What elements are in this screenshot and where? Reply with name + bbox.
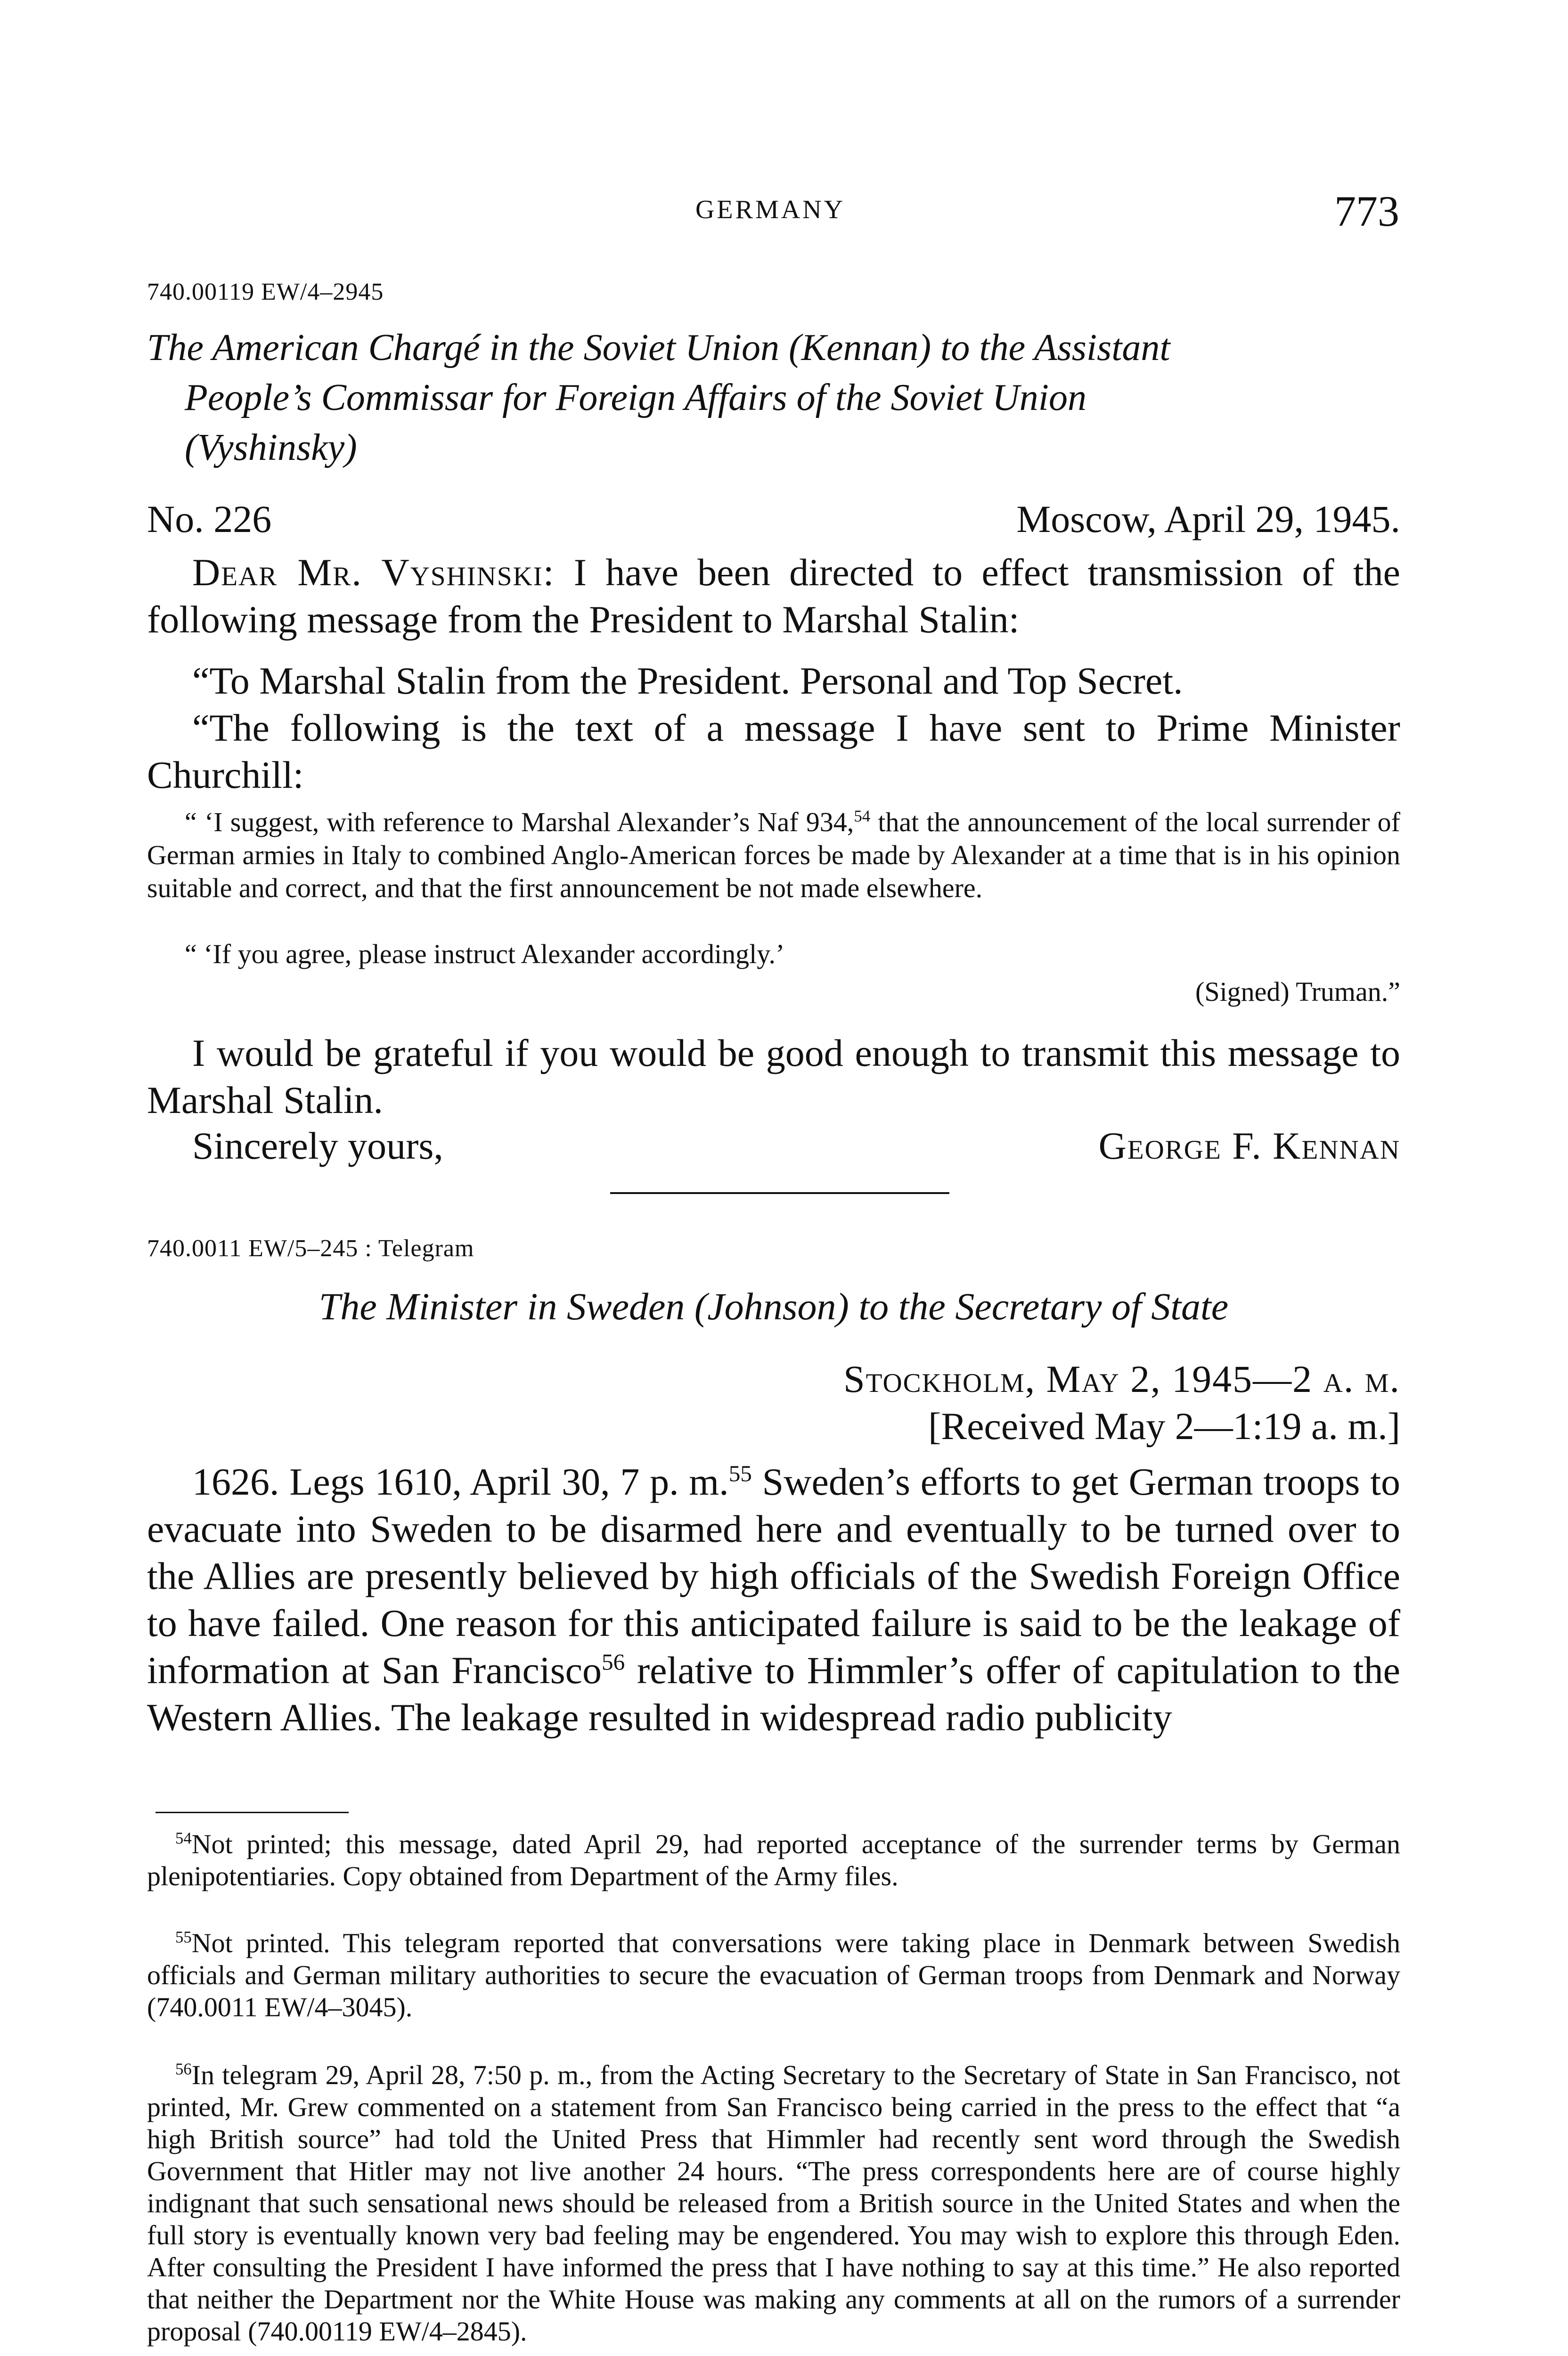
doc2-body-c: relative to Himmler’s offer of capitulation to the Western Allies. The leakage resulted in widespread radio publicity: [147, 1649, 1400, 1739]
doc2-place-date-row: [147, 1357, 1400, 1404]
footnote-ref-54: 54: [854, 807, 871, 826]
doc1-number-date-row: [147, 497, 1400, 544]
doc1-title-line3: (Vyshinsky): [185, 427, 357, 468]
doc2-received-row: [147, 1404, 1400, 1451]
running-head-title: GERMANY: [695, 195, 846, 224]
footnote-56-num: 56: [175, 2060, 192, 2078]
doc2-place-date-text: Stockholm, May 2, 1945—2 a. m.: [843, 1358, 1400, 1400]
doc2-received: [Received May 2—1:19 a. m.]: [928, 1405, 1400, 1448]
doc1-opening-paragraph: [147, 549, 1400, 643]
doc1-inner-quote-a: “ ‘I suggest, with reference to Marshal Alexander’s Naf 934,: [185, 807, 854, 837]
doc1-opening-text: I have been directed to effect transmission of the following message from the President to Marshal Stalin:: [147, 551, 1400, 641]
footnote-55-num: 55: [175, 1928, 192, 1947]
doc1-signed: (Signed) Truman.”: [1195, 976, 1400, 1007]
footnote-54-num: 54: [175, 1829, 192, 1848]
footnote-ref-56: 56: [602, 1649, 625, 1675]
doc1-signature: George F. Kennan: [1098, 1124, 1400, 1167]
doc1-file-ref: 740.00119 EW/4–2945: [147, 278, 384, 305]
doc2-place-date: [843, 1357, 1400, 1401]
doc1-inner-quote-b: that the announcement of the local surrender of German armies in Italy to combined Anglo-American forces be made by Alexander at a time that is in his opinion suitable and correct, and that the first announcement be not made elsewhere.: [147, 807, 1400, 903]
footnote-ref-55: 55: [728, 1460, 752, 1487]
doc1-valediction: Sincerely yours,: [192, 1124, 443, 1167]
footnote-56: [147, 2059, 1400, 2348]
footnote-56-text: In telegram 29, April 28, 7:50 p. m., from the Acting Secretary to the Secretary of State in San Francisco, not printed, Mr. Grew commented on a statement from San Francisco being carried in the press to the effect that “a high British source” had told the United Press that Himmler had recently sent word through the Swedish Government that Hitler may not live another 24 hours. “The press correspondents here are of course highly indignant that such sensational news should be released from a British source in the United States and when the full story is eventually known very bad feeling may be engendered. You may wish to explore this through Eden. After consulting the President I have informed the press that I have nothing to say at this time.” He also reported that neither the Department nor the White House was making any comments at all on the rumors of a surrender proposal (740.00119 EW/4–2845).: [147, 2060, 1400, 2347]
doc1-title-line2: People’s Commissar for Foreign Affairs of the Soviet Union: [185, 377, 1087, 418]
footnote-55-text: Not printed. This telegram reported that conversations were taking place in Denmark between Swedish officials and German military authorities to secure the evacuation of German troops from Denmark and Norway (740.0011 EW/4–3045).: [147, 1928, 1400, 2022]
doc2-body-b: Sweden’s efforts to get German troops to evacuate into Sweden to be disarmed here and eventually to be turned over to the Allies are presently believed by high officials of the Swedish Foreign Office to have failed. One reason for this anticipated failure is said to be the leakage of information at San Francisco: [147, 1460, 1400, 1692]
doc1-quote-para2: “The following is the text of a message I have sent to Prime Minister Churchill:: [147, 706, 1400, 796]
footnote-54-text: Not printed; this message, dated April 29, had reported acceptance of the surrender terms by German plenipotentiaries. Copy obtained from Department of the Army files.: [147, 1829, 1400, 1891]
footnote-55: [147, 1927, 1400, 2023]
doc1-inner-quote: [147, 806, 1400, 905]
doc1-number: No. 226: [147, 498, 272, 540]
doc1-quote-line1: “To Marshal Stalin from the President. Personal and Top Secret.: [192, 659, 1183, 702]
doc2-body: [147, 1458, 1400, 1741]
doc1-title: [147, 323, 1400, 473]
doc1-closing-paragraph: I would be grateful if you would be good enough to transmit this message to Marshal Stalin.: [147, 1031, 1400, 1121]
doc1-salutation: Dear Mr. Vyshinski:: [192, 551, 555, 594]
footnote-54: [147, 1828, 1400, 1892]
doc2-title: The Minister in Sweden (Johnson) to the Secretary of State: [318, 1285, 1229, 1328]
running-head: [141, 186, 1399, 238]
doc1-inner-quote-2: “ ‘If you agree, please instruct Alexander accordingly.’: [185, 939, 785, 969]
page-number: 773: [1334, 187, 1399, 235]
doc2-body-a: 1626. Legs 1610, April 30, 7 p. m.: [192, 1460, 729, 1503]
doc1-place-date: Moscow, April 29, 1945.: [1016, 498, 1400, 540]
footnote-divider: [155, 1812, 349, 1813]
section-divider: [610, 1192, 949, 1194]
doc1-title-line1: The American Chargé in the Soviet Union (Kennan) to the Assistant: [147, 327, 1170, 368]
doc1-signoff-row: [147, 1124, 1400, 1171]
doc2-file-ref: 740.0011 EW/5–245 : Telegram: [147, 1235, 474, 1262]
